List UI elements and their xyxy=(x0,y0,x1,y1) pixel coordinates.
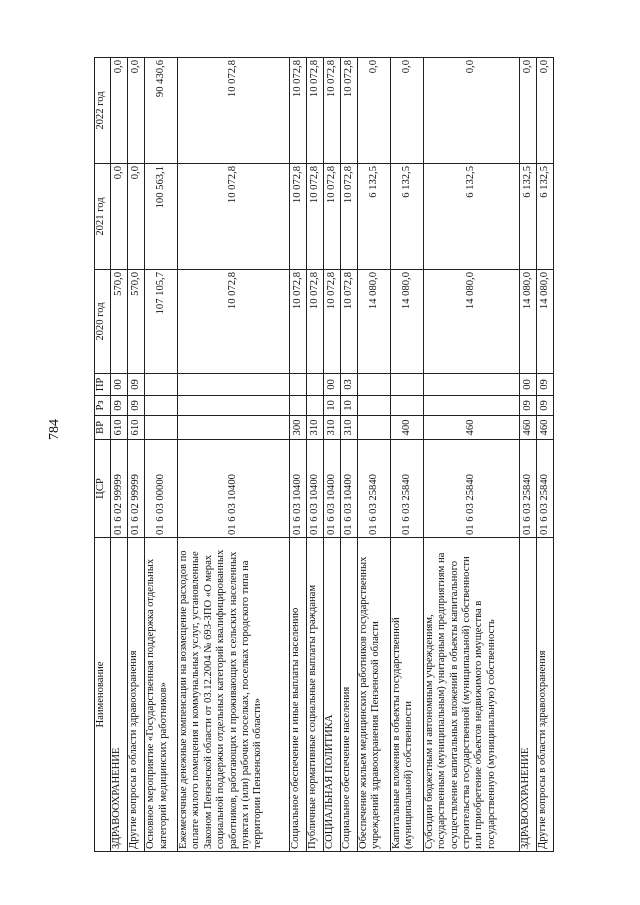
cell-rz: 09 xyxy=(111,396,128,416)
cell-rz xyxy=(145,396,178,416)
cell-name: Основное мероприятие «Государственная поддержка отдельных категорий медицинских работников» xyxy=(145,538,178,852)
col-header-vr: ВР xyxy=(95,416,111,440)
cell-pr xyxy=(423,374,519,396)
cell-pr: 00 xyxy=(519,374,536,396)
cell-rz: 09 xyxy=(128,396,145,416)
cell-2020: 10 072,8 xyxy=(306,270,323,374)
cell-rz xyxy=(358,396,391,416)
col-header-2020: 2020 год xyxy=(95,270,111,374)
cell-2021: 0,0 xyxy=(128,164,145,270)
cell-rz: 10 xyxy=(323,396,340,416)
table-row xyxy=(289,58,306,852)
table-row xyxy=(177,58,289,852)
cell-name: Публичные нормативные социальные выплаты гражданам xyxy=(306,538,323,852)
cell-csr: 01 6 03 10400 xyxy=(341,440,358,538)
cell-2021: 10 072,8 xyxy=(323,164,340,270)
table-row xyxy=(536,58,553,852)
cell-2020: 10 072,8 xyxy=(177,270,289,374)
cell-2021: 10 072,8 xyxy=(341,164,358,270)
cell-rz xyxy=(289,396,306,416)
cell-name: Ежемесячные денежные компенсации на возмещение расходов по оплате жилого помещения и коммунальных услуг, установленные Законом Пензенской области от 03.12.2004 № 693-ЗПО «О мерах социальной поддержки отдельных категорий квалифицированных работников, работающих и проживающих в сельских населенных пунктах и (или) рабочих поселках, поселках городского типа на территории Пензенской области» xyxy=(177,538,289,852)
cell-2020: 14 080,0 xyxy=(358,270,391,374)
cell-pr xyxy=(177,374,289,396)
col-header-2022: 2022 год xyxy=(95,58,111,164)
cell-2021: 10 072,8 xyxy=(306,164,323,270)
cell-csr: 01 6 02 99999 xyxy=(111,440,128,538)
cell-2020: 10 072,8 xyxy=(341,270,358,374)
cell-csr: 01 6 03 25840 xyxy=(423,440,519,538)
cell-pr xyxy=(358,374,391,396)
cell-csr: 01 6 03 25840 xyxy=(358,440,391,538)
page-number: 784 xyxy=(47,419,62,440)
cell-2021: 6 132,5 xyxy=(536,164,553,270)
cell-2022: 10 072,8 xyxy=(341,58,358,164)
cell-2020: 10 072,8 xyxy=(289,270,306,374)
cell-2020: 107 105,7 xyxy=(145,270,178,374)
col-header-csr: ЦСР xyxy=(95,440,111,538)
cell-csr: 01 6 02 99999 xyxy=(128,440,145,538)
cell-2021: 6 132,5 xyxy=(390,164,423,270)
table-header-row xyxy=(95,58,111,852)
cell-2021: 10 072,8 xyxy=(177,164,289,270)
col-header-name: Наименование xyxy=(95,538,111,852)
cell-csr: 01 6 03 10400 xyxy=(289,440,306,538)
cell-2022: 10 072,8 xyxy=(289,58,306,164)
cell-2022: 10 072,8 xyxy=(323,58,340,164)
cell-name: ЗДРАВООХРАНЕНИЕ xyxy=(111,538,128,852)
cell-rz xyxy=(306,396,323,416)
cell-2022: 0,0 xyxy=(519,58,536,164)
cell-2022: 10 072,8 xyxy=(306,58,323,164)
cell-pr: 09 xyxy=(536,374,553,396)
cell-pr: 09 xyxy=(128,374,145,396)
cell-rz: 10 xyxy=(341,396,358,416)
cell-name: Социальное обеспечение и иные выплаты населению xyxy=(289,538,306,852)
table-row xyxy=(519,58,536,852)
col-header-rz: Рз xyxy=(95,396,111,416)
cell-2021: 0,0 xyxy=(111,164,128,270)
table-body xyxy=(111,58,554,852)
cell-2021: 6 132,5 xyxy=(519,164,536,270)
cell-csr: 01 6 03 00000 xyxy=(145,440,178,538)
cell-2022: 0,0 xyxy=(536,58,553,164)
cell-2021: 100 563,1 xyxy=(145,164,178,270)
table-row xyxy=(358,58,391,852)
cell-2020: 14 080,0 xyxy=(390,270,423,374)
budget-table xyxy=(94,57,554,852)
cell-pr: 03 xyxy=(341,374,358,396)
cell-csr: 01 6 03 10400 xyxy=(177,440,289,538)
cell-csr: 01 6 03 25840 xyxy=(390,440,423,538)
cell-vr: 310 xyxy=(323,416,340,440)
cell-vr xyxy=(177,416,289,440)
col-header-2021: 2021 год xyxy=(95,164,111,270)
cell-rz: 09 xyxy=(536,396,553,416)
cell-pr xyxy=(306,374,323,396)
cell-vr: 300 xyxy=(289,416,306,440)
cell-name: Субсидии бюджетным и автономным учреждениям, государственным (муниципальным) унитарным предприятиям на осуществление капитальных вложений в объекты капитального строительства государственной (муниципальной) собственности или приобретение объектов недвижимого имущества в государственную (муниципальную) собственность xyxy=(423,538,519,852)
col-header-pr: ПР xyxy=(95,374,111,396)
cell-name: СОЦИАЛЬНАЯ ПОЛИТИКА xyxy=(323,538,340,852)
table-row xyxy=(323,58,340,852)
cell-pr: 00 xyxy=(323,374,340,396)
cell-vr: 460 xyxy=(423,416,519,440)
cell-name: ЗДРАВООХРАНЕНИЕ xyxy=(519,538,536,852)
cell-csr: 01 6 03 10400 xyxy=(323,440,340,538)
cell-vr: 610 xyxy=(111,416,128,440)
cell-2020: 14 080,0 xyxy=(423,270,519,374)
cell-name: Обеспечение жильем медицинских работников государственных учреждений здравоохранения Пензенской области xyxy=(358,538,391,852)
cell-pr xyxy=(145,374,178,396)
cell-vr: 400 xyxy=(390,416,423,440)
cell-vr: 610 xyxy=(128,416,145,440)
cell-2022: 0,0 xyxy=(128,58,145,164)
cell-name: Социальное обеспечение населения xyxy=(341,538,358,852)
cell-vr: 310 xyxy=(306,416,323,440)
cell-2020: 14 080,0 xyxy=(536,270,553,374)
table-row xyxy=(341,58,358,852)
table-row xyxy=(390,58,423,852)
cell-name: Другие вопросы в области здравоохранения xyxy=(128,538,145,852)
cell-2022: 10 072,8 xyxy=(177,58,289,164)
cell-rz xyxy=(390,396,423,416)
cell-2021: 6 132,5 xyxy=(423,164,519,270)
cell-vr: 460 xyxy=(519,416,536,440)
cell-csr: 01 6 03 10400 xyxy=(306,440,323,538)
cell-name: Капитальные вложения в объекты государственной (муниципальной) собственности xyxy=(390,538,423,852)
cell-2021: 6 132,5 xyxy=(358,164,391,270)
cell-2022: 0,0 xyxy=(423,58,519,164)
table-row xyxy=(111,58,128,852)
cell-2020: 570,0 xyxy=(128,270,145,374)
cell-name: Другие вопросы в области здравоохранения xyxy=(536,538,553,852)
cell-vr: 460 xyxy=(536,416,553,440)
cell-pr: 00 xyxy=(111,374,128,396)
cell-pr xyxy=(289,374,306,396)
cell-2022: 90 430,6 xyxy=(145,58,178,164)
table-row xyxy=(306,58,323,852)
cell-2022: 0,0 xyxy=(358,58,391,164)
table-row xyxy=(128,58,145,852)
cell-vr xyxy=(358,416,391,440)
cell-rz: 09 xyxy=(519,396,536,416)
cell-pr xyxy=(390,374,423,396)
cell-vr: 310 xyxy=(341,416,358,440)
cell-2022: 0,0 xyxy=(390,58,423,164)
cell-2020: 10 072,8 xyxy=(323,270,340,374)
cell-2021: 10 072,8 xyxy=(289,164,306,270)
budget-table-container xyxy=(94,58,554,852)
cell-2020: 14 080,0 xyxy=(519,270,536,374)
table-row xyxy=(423,58,519,852)
cell-rz xyxy=(423,396,519,416)
cell-rz xyxy=(177,396,289,416)
cell-vr xyxy=(145,416,178,440)
cell-csr: 01 6 03 25840 xyxy=(536,440,553,538)
table-row xyxy=(145,58,178,852)
cell-2020: 570,0 xyxy=(111,270,128,374)
cell-2022: 0,0 xyxy=(111,58,128,164)
cell-csr: 01 6 03 25840 xyxy=(519,440,536,538)
